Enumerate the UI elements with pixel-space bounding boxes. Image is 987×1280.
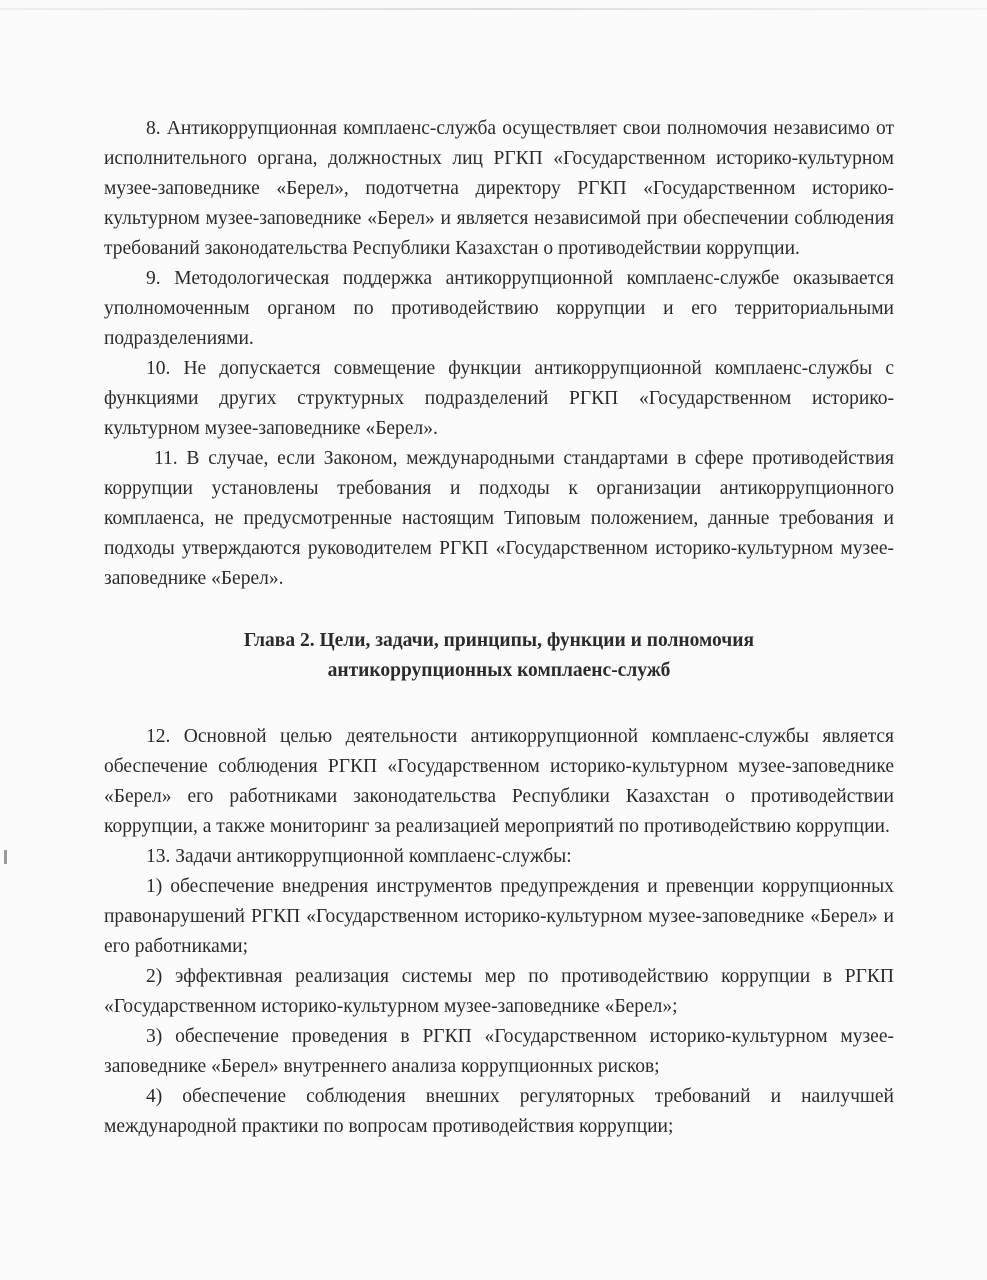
list-item-2: 2) эффективная реализация системы мер по противодействию коррупции в РГКП «Государственном историко-культурном музее-заповеднике «Берел»; [104,966,894,1017]
scan-top-edge [0,8,987,10]
list-item-3: 3) обеспечение проведения в РГКП «Государственном историко-культурном музее-заповеднике «Берел» внутреннего анализа коррупционных рисков; [104,1026,894,1077]
paragraph-8: 8. Антикоррупционная комплаенс-служба осуществляет свои полномочия независимо от исполнительного органа, должностных лиц РГКП «Государственном историко-культурном музее-заповеднике «Берел», подотчетна директору РГКП «Государственном историко-культурном музее-заповеднике «Берел» и является независимой при обеспечении соблюдения требований законодательства Республики Казахстан о противодействии коррупции. [104,118,894,259]
paragraph-9: 9. Методологическая поддержка антикоррупционной комплаенс-службе оказывается уполномоченным органом по противодействию коррупции и его территориальными подразделениями. [104,268,894,349]
chapter-heading-line-1: Глава 2. Цели, задачи, принципы, функции и полномочия [243,630,755,651]
scan-margin-mark [4,850,7,864]
paragraph-12: 12. Основной целью деятельности антикоррупционной комплаенс-службы является обеспечение соблюдения РГКП «Государственном историко-культурном музее-заповеднике «Берел» его работниками законодательства Республики Казахстан о противодействии коррупции, а также мониторинг за реализацией мероприятий по противодействию коррупции. [104,726,894,837]
document-body [104,114,894,1142]
list-item-1: 1) обеспечение внедрения инструментов предупреждения и превенции коррупционных правонарушений РГКП «Государственном историко-культурном музее-заповеднике «Берел» и его работниками; [104,876,894,957]
list-item-4: 4) обеспечение соблюдения внешних регуляторных требований и наилучшей международной практики по вопросам противодействия коррупции; [104,1086,894,1137]
paragraph-13: 13. Задачи антикоррупционной комплаенс-службы: [146,846,572,867]
paragraph-10: 10. Не допускается совмещение функции антикоррупционной комплаенс-службы с функциями других структурных подразделений РГКП «Государственном историко-культурном музее-заповеднике «Берел». [104,358,894,439]
chapter-heading [104,626,894,686]
chapter-heading-line-2: антикоррупционных комплаенс-служб [327,660,671,681]
paragraph-11: 11. В случае, если Законом, международными стандартами в сфере противодействия коррупции установлены требования и подходы к организации антикоррупционного комплаенса, не предусмотренные настоящим Типовым положением, данные требования и подходы утверждаются руководителем РГКП «Государственном историко-культурном музее-заповеднике «Берел». [104,448,894,589]
